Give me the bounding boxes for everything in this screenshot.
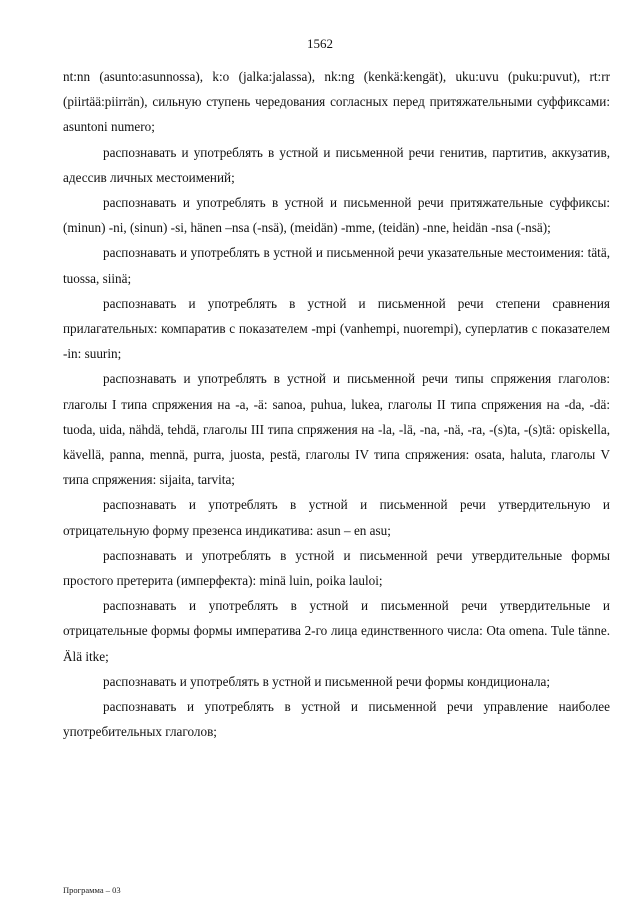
paragraph-simple-past: распознавать и употреблять в устной и письменной речи утвердительные формы простого претерита (имперфекта): minä luin, poika lauloi; [63, 547, 610, 589]
paragraph-present-indicative: распознавать и употреблять в устной и письменной речи утвердительную и отрицательную форму презенса индикатива: asun – en asu; [63, 497, 610, 538]
page-number: 1562 [307, 36, 333, 51]
paragraph-demonstrative-pronouns: распознавать и употреблять в устной и письменной речи указательные местоимения: tätä, tuossa, siinä; [63, 245, 610, 286]
paragraph-conditional: распознавать и употреблять в устной и письменной речи формы кондиционала; [103, 673, 551, 689]
paragraph-verb-conjugation-types: распознавать и употреблять в устной и письменной речи типы спряжения глаголов: глаголы I типа спряжения на -a, -ä: sanoa, puhua, lukea, глаголы II типа спряжения на -da, -dä: tuoda, uida, nähdä, tehdä, глаголы III типа спряжения на -la, -lä, -na, -nä, -ra, -(s)ta, -(s)tä: opiskella, kävellä, panna, mennä, purra, juosta, pestä, глаголы IV типа спряжения: osata, haluta, глаголы V типа спряжения: sijaita, tarvita; [63, 371, 610, 488]
paragraph-verb-government: распознавать и употреблять в устной и письменной речи управление наиболее употребительных глаголов; [63, 699, 610, 740]
paragraph-imperative: распознавать и употреблять в устной и письменной речи утвердительные и отрицательные формы формы императива 2-го лица единственного числа: Ota omena. Tule tänne. Älä itke; [63, 598, 610, 664]
page-footer: Программа – 03 [63, 885, 121, 895]
paragraph-adjective-comparison: распознавать и употреблять в устной и письменной речи степени сравнения прилагательных: компаратив с показателем -mpi (vanhempi, nuorempi), суперлатив с показателем -in: suurin; [63, 295, 610, 362]
paragraph-possessive-suffixes: распознавать и употреблять в устной и письменной речи притяжательные суффиксы: (minun) -ni, (sinun) -si, hänen –nsa (-nsä), (meidän) -mme, (teidän) -nne, heidän -nsa (-nsä); [63, 195, 610, 236]
document-body [63, 64, 610, 744]
paragraph-consonant-gradation: nt:nn (asunto:asunnossa), k:o (jalka:jalassa), nk:ng (kenkä:kengät), uku:uvu (puku:puvut), rt:rr (piirtää:piirrän), сильную ступень чередования согласных перед притяжательными суффиксами: asuntoni numero; [63, 69, 610, 135]
paragraph-personal-pronoun-cases: распознавать и употреблять в устной и письменной речи генитив, партитив, аккузатив, адессив личных местоимений; [63, 144, 610, 185]
